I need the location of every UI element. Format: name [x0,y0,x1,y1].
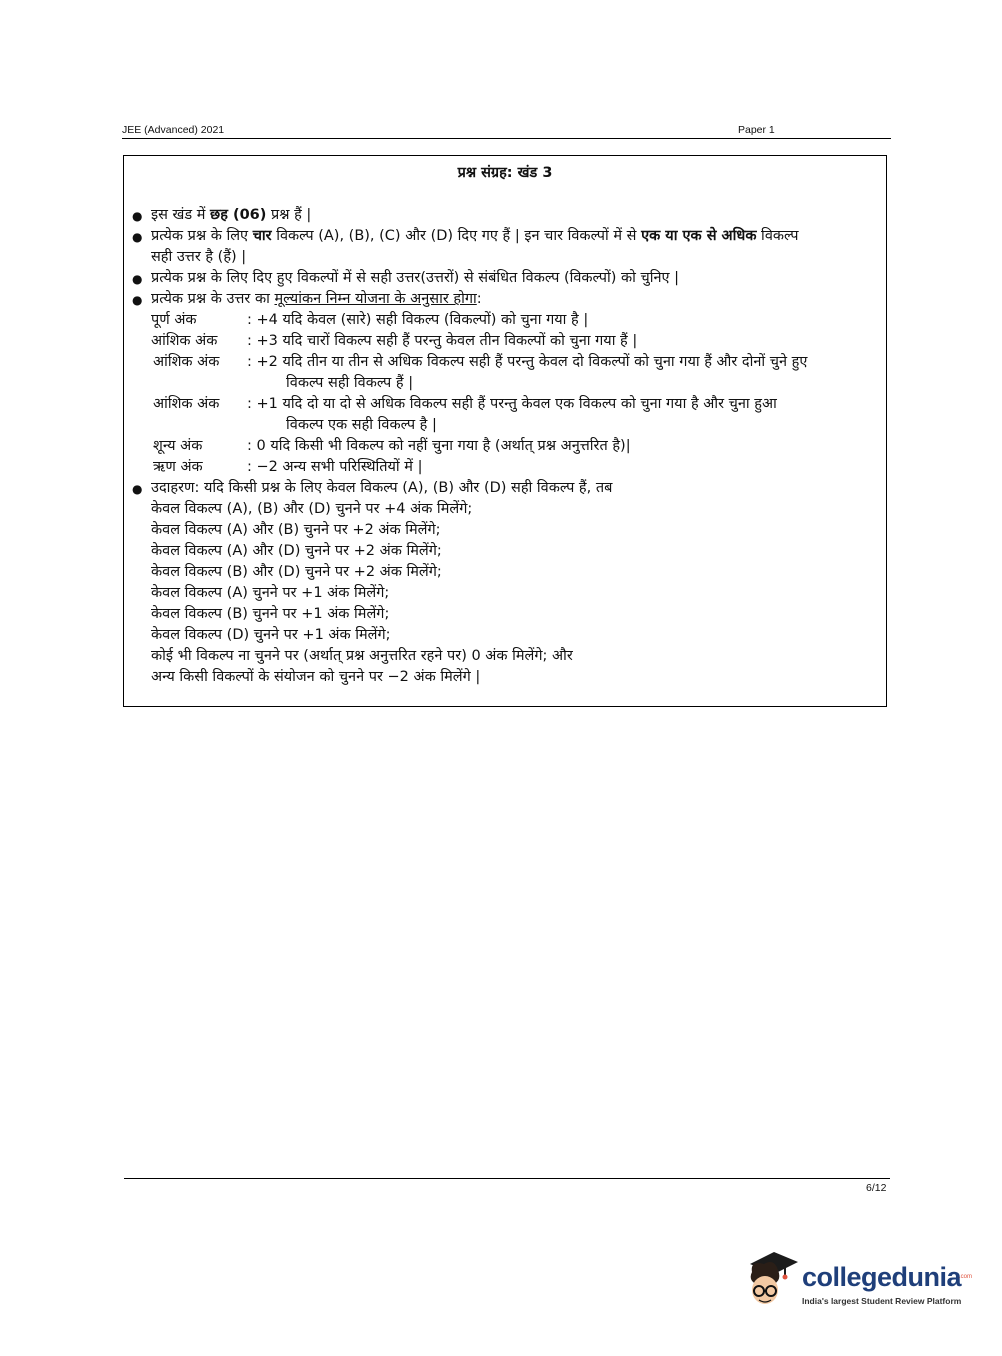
mascot-icon [744,1250,800,1312]
instruction-3: प्रत्येक प्रश्न के लिए दिए हुए विकल्पों में से सही उत्तर(उत्तरों) से संबंधित विकल्प (विकल्पों) को चुनिए | [151,270,680,286]
marking-label-full: पूर्ण अंक [151,312,197,328]
example-line: केवल विकल्प (B) और (D) चुनने पर +2 अंक मिलेंगे; [151,564,442,580]
marking-text-partial-1: : +1 यदि दो या दो से अधिक विकल्प सही हैं परन्तु केवल एक विकल्प को चुना गया है और चुना हुआ [247,396,777,412]
marking-label-zero: शून्य अंक [153,438,203,454]
example-line: केवल विकल्प (A) और (D) चुनने पर +2 अंक मिलेंगे; [151,543,442,559]
marking-text-partial-3: : +3 यदि चारों विकल्प सही हैं परन्तु केवल तीन विकल्पों को चुना गया हैं | [247,333,638,349]
example-line: कोई भी विकल्प ना चुनने पर (अर्थात् प्रश्न अनुत्तरित रहने पर) 0 अंक मिलेंगे; और [151,648,573,664]
instruction-2: प्रत्येक प्रश्न के लिए चार विकल्प (A), (B), (C) और (D) दिए गए हैं | इन चार विकल्पों में से एक या एक से अधिक विकल्प [151,228,799,244]
marking-text-negative: : −2 अन्य सभी परिस्थितियों में | [247,459,423,475]
bullet-icon: ● [132,230,143,244]
logo-tagline: India's largest Student Review Platform [802,1296,962,1306]
example-line: केवल विकल्प (A), (B) और (D) चुनने पर +4 अंक मिलेंगे; [151,501,473,517]
marking-text-partial-2: : +2 यदि तीन या तीन से अधिक विकल्प सही हैं परन्तु केवल दो विकल्पों को चुना गया हैं और दोनों चुने हुए [247,354,808,370]
bullet-icon: ● [132,272,143,286]
instructions-box [123,155,887,707]
marking-text-partial-1-continued: विकल्प एक सही विकल्प है | [286,417,437,433]
marking-text-partial-2-continued: विकल्प सही विकल्प हैं | [286,375,414,391]
instruction-2-continued: सही उत्तर है (हैं) | [151,249,247,265]
marking-label-negative: ऋण अंक [153,459,203,475]
marking-label-partial-1: आंशिक अंक [153,396,220,412]
example-intro: उदाहरण: यदि किसी प्रश्न के लिए केवल विकल्प (A), (B) और (D) सही विकल्प हैं, तब [151,480,613,496]
marking-label-partial-2: आंशिक अंक [153,354,220,370]
marking-text-full: : +4 यदि केवल (सारे) सही विकल्प (विकल्पों) को चुना गया है | [247,312,589,328]
collegedunia-logo [744,1250,973,1312]
marking-text-zero: : 0 यदि किसी भी विकल्प को नहीं चुना गया है (अर्थात् प्रश्न अनुत्तरित है)| [247,438,631,454]
bullet-icon: ● [132,482,143,496]
bullet-icon: ● [132,209,143,223]
footer-rule [124,1178,890,1179]
header-paper: Paper 1 [738,124,775,136]
page-header [122,124,891,139]
header-exam-name: JEE (Advanced) 2021 [122,124,225,136]
instruction-4: प्रत्येक प्रश्न के उत्तर का मूल्यांकन निम्न योजना के अनुसार होगा: [151,291,482,307]
page-number: 6/12 [866,1182,887,1194]
instruction-1: इस खंड में छह (06) प्रश्न हैं | [151,207,312,223]
section-title: प्रश्न संग्रह: खंड 3 [457,165,553,181]
bullet-icon: ● [132,293,143,307]
logo-suffix: .com [959,1274,973,1280]
marking-label-partial-3: आंशिक अंक [151,333,218,349]
logo-name: collegedunia [802,1262,962,1292]
example-line: केवल विकल्प (B) चुनने पर +1 अंक मिलेंगे; [151,606,390,622]
example-line: अन्य किसी विकल्पों के संयोजन को चुनने पर −2 अंक मिलेंगे | [151,669,481,685]
example-line: केवल विकल्प (D) चुनने पर +1 अंक मिलेंगे; [151,627,391,643]
example-line: केवल विकल्प (A) चुनने पर +1 अंक मिलेंगे; [151,585,390,601]
example-line: केवल विकल्प (A) और (B) चुनने पर +2 अंक मिलेंगे; [151,522,441,538]
